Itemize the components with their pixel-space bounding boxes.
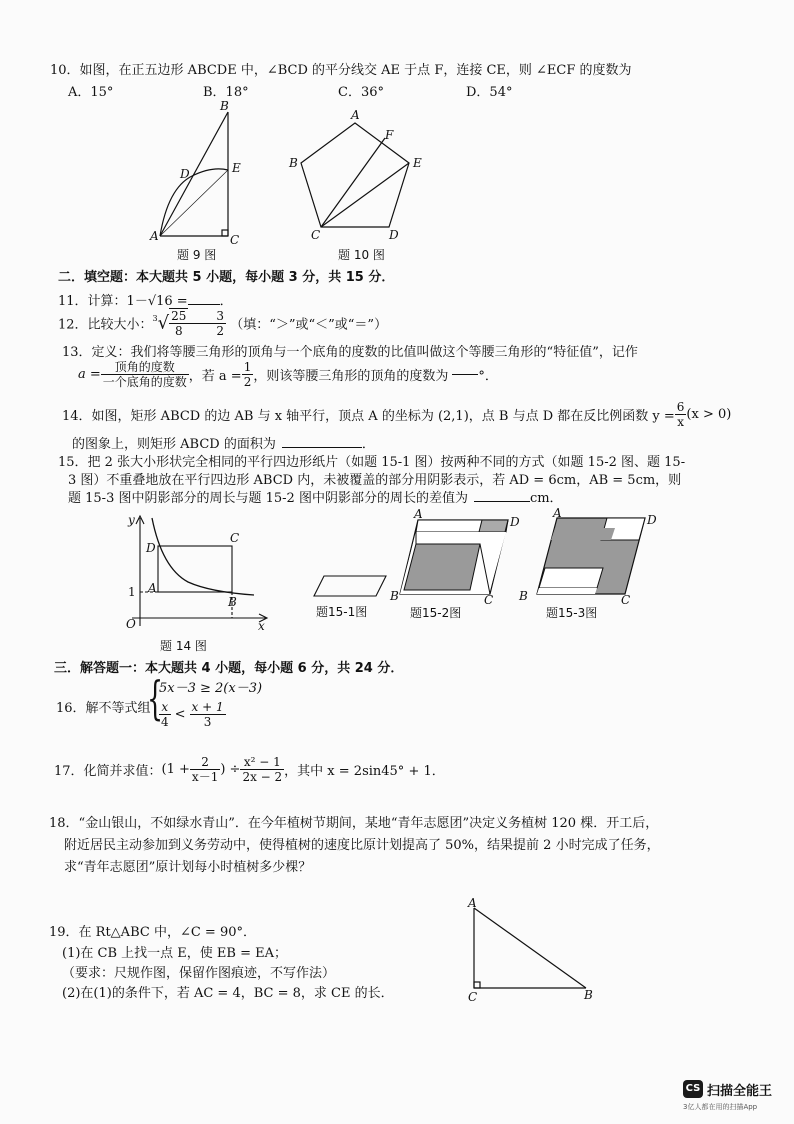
q11-end: ． xyxy=(219,294,233,309)
q13-line1: 13．定义：我们将等腰三角形的顶角与一个底角的度数的比值叫做这个等腰三角形的“特征值”，记作 xyxy=(62,345,638,360)
q12: 12．比较大小：$^3$√ $\frac{25}{8}$ $\frac{3}{2}$ （填：“＞”或“＜”或“＝”） xyxy=(58,308,388,338)
q12-fraction: $\frac{3}{2}$ xyxy=(216,308,225,338)
q14-function-domain: (x > 0) xyxy=(686,407,732,422)
fig9-label-a: A xyxy=(150,229,159,243)
fig14-label-c: C xyxy=(230,531,240,545)
figure-10 xyxy=(285,105,430,245)
fig15-3-label-b: B xyxy=(519,589,528,603)
q15-line3 xyxy=(68,487,563,506)
q17-fraction-2: $\frac{\text{x² − 1}}{2x - 2}$ xyxy=(242,755,283,784)
fig10-label-d: D xyxy=(389,228,399,242)
fig14-label-x: x xyxy=(258,619,265,633)
fig15-2-label-d: D xyxy=(510,515,520,529)
fig9-label-e: E xyxy=(232,161,241,175)
q13-cond-fraction: $\frac{1}{2}$ xyxy=(243,360,252,389)
q16-inequality-1: 5x－3 ≥ 2(x－3) xyxy=(159,681,263,696)
fig14-label-b: B xyxy=(228,595,237,609)
q13-cond: ，若 a = xyxy=(188,369,242,384)
figure-15-3 xyxy=(515,508,665,608)
q14-line1 xyxy=(62,400,731,429)
q10-option-c: C．36° xyxy=(338,85,384,100)
section-3-title: 三．解答题一：本大题共 4 小题，每小题 6 分，共 24 分． xyxy=(54,661,404,676)
figure-15-2 xyxy=(386,508,526,608)
q14-line2 xyxy=(72,433,375,452)
fig9-label-c: C xyxy=(230,233,240,247)
fig9-label-b: B xyxy=(220,99,229,113)
fig10-label-c: C xyxy=(311,228,321,242)
fig15-3-label-d: D xyxy=(647,513,657,527)
q12-radicand: $\frac{25}{8}$ xyxy=(171,309,187,338)
q15-answer-blank xyxy=(474,501,530,502)
q16-inequality-2: $\frac{x}{4}$ < $\frac{x + 1}{3}$ xyxy=(161,700,224,729)
q11-text: 11．计算：1－√16 = xyxy=(58,294,188,309)
fig15-2-label-c: C xyxy=(484,593,494,607)
figure-14 xyxy=(118,512,280,634)
q15-line3-end: cm． xyxy=(529,491,563,506)
fig19-label-b: B xyxy=(584,988,593,1002)
q14-answer-blank xyxy=(282,447,362,448)
q13-line2 xyxy=(78,360,498,389)
q19-line2: (1)在 CB 上找一点 E，使 EB = EA； xyxy=(62,946,288,961)
scanner-tagline: 3亿人都在用的扫描App xyxy=(683,1103,758,1111)
fig15-2-label-a: A xyxy=(414,508,423,521)
fig10-label-a: A xyxy=(351,108,360,122)
q10-option-a: A．15° xyxy=(68,85,114,100)
q18-line2: 附近居民主动参加到义务劳动中，使得植树的速度比原计划提高了 50%，结果提前 2 小时完成了任务， xyxy=(64,838,660,853)
scanner-logo-icon: CS xyxy=(683,1080,703,1098)
fig10-label-e: E xyxy=(413,156,422,170)
fig14-label-one: 1 xyxy=(128,585,136,599)
q17-tail: ，其中 x = 2sin45° + 1． xyxy=(284,764,445,779)
q10-stem: 10．如图，在正五边形 ABCDE 中，∠BCD 的平分线交 AE 于点 F，连接 CE，则 ∠ECF 的度数为 xyxy=(50,63,632,78)
q17-label: 17．化简并求值： xyxy=(54,764,162,779)
q15-line1: 15．把 2 张大小形状完全相同的平行四边形纸片（如题 15-1 图）按两种不同的方式（如题 15-2 图、题 15- xyxy=(58,455,686,470)
scanner-watermark xyxy=(683,1078,781,1114)
q13-tail: ，则该等腰三角形的顶角的度数为 xyxy=(253,369,449,384)
q19-line3: （要求：尺规作图，保留作图痕迹，不写作法） xyxy=(62,966,336,981)
q17: 17．化简并求值：(1 + $\frac{2}{x-1}$ ) ÷ $\frac{\text{x² − 1}}{2x - 2}$ ，其中 x = 2sin45° + 1． xyxy=(54,755,445,784)
q14-line2-end: ． xyxy=(361,437,375,452)
fig19-label-a: A xyxy=(468,898,477,910)
q14-line2-text: 的图象上，则矩形 ABCD 的面积为 xyxy=(72,437,276,452)
q11 xyxy=(58,290,233,309)
q11-answer-blank xyxy=(188,304,220,305)
fig14-label-o: O xyxy=(126,617,136,631)
fig15-1-caption: 题15-1图 xyxy=(316,605,368,619)
fig14-label-y: y xyxy=(128,513,135,527)
fig15-3-caption: 题15-3图 xyxy=(546,606,598,620)
figure-9 xyxy=(140,98,260,263)
fig14-caption: 题 14 图 xyxy=(160,639,207,653)
fig14-label-a: A xyxy=(148,581,157,595)
fig15-2-label-b: B xyxy=(390,589,399,603)
q13-unit: °． xyxy=(478,369,498,384)
q18-line3: 求“青年志愿团”原计划每小时植树多少棵？ xyxy=(64,860,312,875)
fig15-3-label-c: C xyxy=(621,593,631,607)
section-2-title: 二．填空题：本大题共 5 小题，每小题 3 分，共 15 分． xyxy=(58,270,395,285)
q17-fraction-1: $\frac{2}{x-1}$ xyxy=(191,755,219,784)
q12-prefix: 12．比较大小： xyxy=(58,317,153,333)
q19-line1: 19．在 Rt△ABC 中，∠C = 90°． xyxy=(49,925,256,940)
q16-label: 16．解不等式组 xyxy=(56,701,151,716)
q16-brace: { xyxy=(147,671,164,725)
fig10-caption: 题 10 图 xyxy=(338,248,385,262)
q12-root-index: 3 xyxy=(152,314,158,324)
q12-answer-blank xyxy=(188,323,214,324)
q14-function-fraction: $\frac{6}{x}$ xyxy=(676,400,685,429)
q12-hint: （填：“＞”或“＜”或“＝”） xyxy=(230,317,388,333)
fig9-label-d: D xyxy=(180,167,190,181)
q15-line3-text: 题 15-3 图中阴影部分的周长与题 15-2 图中阴影部分的周长的差值为 xyxy=(68,491,468,506)
fig10-label-b: B xyxy=(289,156,298,170)
q10-option-b: B．18° xyxy=(203,85,249,100)
q10-option-d: D．54° xyxy=(466,85,513,100)
figure-15-1 xyxy=(312,574,388,600)
q19-line4: (2)在(1)的条件下，若 AC = 4，BC = 8，求 CE 的长． xyxy=(62,986,394,1001)
figure-19 xyxy=(462,898,602,1004)
fig19-label-c: C xyxy=(468,990,478,1004)
fig14-label-d: D xyxy=(146,541,156,555)
q13-def-fraction: $\frac{\text{顶角的度数}}{\text{一个底角的度数}}$ xyxy=(102,360,187,389)
fig15-3-label-a: A xyxy=(553,508,562,520)
q13-def-lhs: a = xyxy=(78,367,101,382)
q18-line1: 18．“金山银山，不如绿水青山”．在今年植树节期间，某地“青年志愿团”决定义务植树 120 棵．开工后， xyxy=(49,816,659,831)
fig10-label-f: F xyxy=(385,128,394,142)
q13-answer-blank xyxy=(452,374,478,375)
scanner-app-name: 扫描全能王 xyxy=(707,1084,773,1099)
q14-line1-text: 14．如图，矩形 ABCD 的边 AB 与 x 轴平行，顶点 A 的坐标为 (2,1)，点 B 与点 D 都在反比例函数 y = xyxy=(62,409,675,424)
fig9-caption: 题 9 图 xyxy=(177,248,217,262)
fig15-2-caption: 题15-2图 xyxy=(410,606,462,620)
q15-line2: 3 图）不重叠地放在平行四边形 ABCD 内，未被覆盖的部分用阴影表示，若 AD = 6cm，AB = 5cm，则 xyxy=(68,473,682,488)
